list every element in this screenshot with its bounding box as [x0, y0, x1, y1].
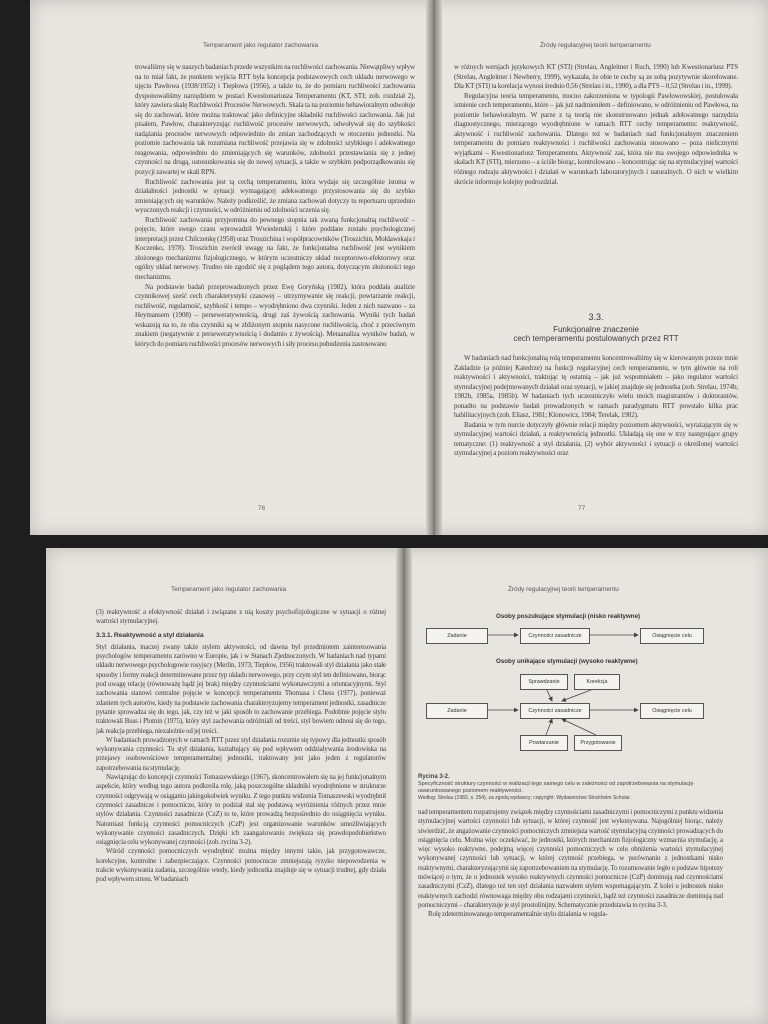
paragraph: trowaliśmy się w naszych badaniach przede wszystkim na ruchliwości zachowania. Niewątpliwy wpływ na to miał fakt, że punktem wyjścia RTT była koncepcja podstawowych cech układu nerwowego w ujęciu Pawłowa (1938/1952) i Tiepłowa (1956), a także to, że do pomiaru ruchliwości zachowania dysponowaliśmy narzędziem w postaci Kwestionariusza Temperamentu (KT, STI; zob. rozdział 2), który zawiera skalę Ruchliwości Procesów Nerwowych. Skala ta na poziomie behawioralnym odwołuje się do zachowań, które można traktować jako definicyjne składniki ruchliwości zachowania. Jak już pisałem, Pawłow, charakteryzując ruchliwość procesów nerwowych, odwoływał się do szybkości nadążania procesów nerwowych odpowiednio do zmian zachodzących w otoczeniu jednostki. Na poziomie zachowania tak rozumiana ruchliwość przejawia się w zdolności szybkiego i adekwatnego reagowania, odpowiednio do zmieniających się warunków, zdolności przestawiania się z jednej czynności na drugą, ustosunkowania się do nowej sytuacji, a także w szybkim podporządkowaniu się pozycji zawartej w skali RPN. [135, 63, 415, 177]
section-heading [454, 312, 738, 343]
diagram-box-preparation: Przygotowanie [574, 735, 622, 751]
top-left-page-text [135, 63, 415, 488]
paragraph: W badaniach prowadzonych w ramach RTT przez styl działania rozumie się typowy dla jednostki sposób wykonywania czynności. Tu styl działania, kształtujący się pod wpływem oddziaływania środowiska na przejawy osobowościowe temperamentalnej jednostki, traktowany jest jako jeden z regulatorów zapotrzebowania na stymulację. [96, 736, 386, 772]
page-number-77: 77 [578, 505, 586, 512]
paragraph: w różnych wersjach językowych KT (STI) (Strelau, Angleitner i Ruch, 1990) lub Kwestionariusz PTS (Strelau, Angleitner i Newberry, 1999), wykazała, że obie te cechy są ze sobą pozytywnie skorelowane. Dla KT (STI) ta korelacja wynosi średnio 0,56 (Strelau i in., 1990), a dla PTS – 0,52 (Strelau i in., 1999). [454, 63, 738, 91]
paragraph: W badaniach nad funkcjonalną rolą temperamentu koncentrowaliśmy się w kierowanym przeze mnie Zakładzie (a później Katedrze) na funkcji regulacyjnej cech temperamentu, w tym głównie na roli reaktywności i aktywności, traktując tę ostatnią – jak już wspomniałem – jako regulator wartości stymulacyjnej podejmowanych działań oraz sytuacji, w jakiej znajduje się jednostka (zob. Strelau, 1974b, 1982b, 1985a, 1985b). W badaniach tych uczestniczyło wielu moich magistrantów i doktorantów, ponadto na podstawie badań prowadzonych w ramach paradygmatu RTT powstało kilka prac habilitacyjnych (zob. Eliasz, 1981; Klonowicz, 1984; Terelak, 1982). [454, 354, 738, 420]
paragraph: nad temperamentem rozpatrujemy związek między czynnościami zasadniczymi i pomocniczymi z punktu widzenia stymulacyjnej wartości czynności lub sytuacji, w której czynność jest wykonywana. Najogólniej biorąc, należy stwierdzić, że angażowanie czynności pomocniczych zmniejsza wartość stymulacyjną czynności prowadzących do osiągnięcia celu. Można więc oczekiwać, że jednostki, których mechanizm fizjologiczny wzmacnia stymulację, a więc wysoko reaktywne, podejmą więcej czynności pomocniczych w celu obniżenia wartości stymulacyjnej wykonywanej czynności lub sytuacji, w której czynność przebiega, w porównaniu z jednostkami nisko reaktywnymi, charakteryzującymi się zapotrzebowaniem na stymulację. To rozumowanie legło u podstaw hipotezy mówiącej o tym, że u jednostek wysoko reaktywnych czynności pomocnicze (CzP) dominują nad czynnościami zasadniczymi (CzZ), dlatego też ten styl działania nazwałem stylem wspomagającym. Z kolei u jednostek nisko reaktywnych zachodzi równowaga między obu rodzajami czynności, bądź też czynności zasadnicze dominują nad pomocniczymi – charakteryzuje je styl prostolinijny. Schematycznie przedstawia to rycina 3-3. [418, 809, 723, 909]
bottom-spread [46, 548, 768, 1024]
paragraph: Styl działania, inaczej zwany także stylem aktywności, od dawna był przedmiotem zainteresowania psychologów temperamentu zarówno w Europie, jak i w Stanach Zjednoczonych. W badaniach nad typami układu nerwowego psychologowie rosyjscy (Merlin, 1973; Tiepłow, 1956) traktowali styl działania jako stałe sposoby i formy reakcji determinowane przez typ układu nerwowego, przy czym styl ten definiowano, biorąc pod uwagę relację (równoważę bądź jej brak) między czynnościami wykonawczymi a orientacyjnymi. Styl zachowania stanowi centralne pojęcie w koncepcji temperamentu Thomasa i Chess (1977), ponieważ zdaniem tych autorów, kiedy na podstawie zachowania charakteryzujemy temperament jednostki, zasadnicze pytanie sprowadza się do tego, jak, czy też w jaki sposób to zachowanie przebiega. Podobnie pojęcie stylu traktowali Buss i Plomin (1975), który styl zachowania odróżniali od treści, styl bowiem odnosi się do tego, jak reakcja przebiega, niezależnie od jej treści. [96, 643, 386, 735]
paragraph: Wśród czynności pomocniczych wyodrębnić można między innymi takie, jak przygotowawcze, korekcyjne, kontrolne i zabezpieczające. Czynności pomocnicze zmniejszają ryzyko niepowodzenia w trakcie wykonywania zadania, szczególnie wtedy, kiedy jednostka znajduje się w sytuacji trudnej, gdy działa pod wpływem stresu. W badaniach [96, 848, 386, 884]
paragraph: Rolę zdeterminowanego temperamentalnie stylu działania w regula- [428, 911, 608, 919]
diagram-box-task: Zadanie [426, 628, 488, 644]
paragraph: Ruchliwość zachowania przypomina do pewnego stopnia tak zwaną funkcjonalną ruchliwość – pojęcie, które swego czasu wprowadził Wwiedenskij i które poddane zostało psychologicznej interpretacji przez Chilczenkę (1958) oraz Troszichina i współpracowników (Troszichin, Mołdawskaja i Koczenko, 1978). Troszichin zwrócił uwagę na fakt, że funkcjonalna ruchliwość jest wynikiem złożonego mechanizmu fizjologicznego, w którym uczestniczy układ receptorowo-efektorowy oraz ogólny układ nerwowy. Trudno nie zgodzić się z poglądem tego autora, dotyczącym złożoności tego mechanizmu. [135, 215, 415, 282]
subsection-title: 3.3.1. Reaktywność a styl działania [96, 631, 204, 639]
caption-text: Specyficzność struktury czynności w realizacji tego samego celu w zależności od zapotrzebowania na stymulację uwarunkowanego poziomem reaktywności. [418, 781, 694, 794]
diagram-box-main-activities: Czynności zasadnicze [520, 703, 590, 719]
diagram-box-repetition: Powtarzanie [520, 735, 568, 751]
paragraph: Nawiązując do koncepcji czynności Tomaszewskiego (1967), skoncentrowałem się na jej funkcjonalnym aspekcie, który według tego autora podkreśla rolę, jaką poszczególne składniki wyodrębnione w strukturze czynności odgrywają w osiąganiu jakiegokolwiek wyniku. Z tego punktu widzenia Tomaszewski wyodrębnił czynności zasadnicze i pomocnicze, który to podział stał się podstawą wyróżnienia różnych przez mnie stylów działania. Czynności zasadnicze (CzZ) to te, które prowadzą bezpośrednio do osiągnięcia wyniku. Natomiast funkcją czynności pomocniczych (CzP) jest organizowanie warunków umożliwiających wykonywanie czynności zasadniczych. Dzięki ich zaangażowaniu zwiększa się prawdopodobieństwo osiągnięcia celu wykonywanej czynności (zob. rycina 3-2). [96, 774, 386, 847]
section-title-line-2: cech temperamentu postulowanych przez RTT [513, 334, 679, 343]
top-right-page-text-1 [454, 63, 738, 187]
paragraph: Regulacyjna teoria temperamentu, mocno zakorzeniona w typologii Pawłowowskiej, postulowała istnienie cech temperamentu, które – jak już nadmieniłem – definiowano, w odróżnieniu od Pawłowa, na poziomie behawioralnym. W parze z tą teorią nie skonstruowano jednak adekwatnego narzędzia diagnostycznego, mierzącego wyodrębnione w ramach RTT cechy temperamentu: reaktywność, aktywność i ruchliwość zachowania. Dlatego też w badaniach nad funkcjonalnym znaczeniem temperamentu do pomiaru reaktywności i ruchliwości zachowania stosowano – poza nielicznymi wyjątkami – Kwestionariusz Temperamentu. Aktywność zaś, która nie ma swojego odpowiednika w skalach KT (STI), mierzono – a ściśle biorąc, kontrolowano – koncentrując się na stymulacyjnej wartości różnego rodzaju aktywności i działań w warunkach laboratoryjnych i naturalnych. O nich w wielkim skrócie informuje kolejny podrozdział. [454, 91, 738, 186]
running-header-right: Źródy regulacyjnej teorii temperamentu [540, 42, 651, 49]
diagram-box-task: Zadanie [426, 703, 488, 719]
running-header-left: Temperament jako regulator zachowania [203, 42, 319, 49]
section-number: 3.3. [588, 312, 604, 322]
diagram-box-correction: Korekcja [574, 674, 620, 690]
running-header-left: Temperament jako regulator zachowania [171, 586, 287, 593]
page-number-76: 76 [258, 505, 266, 512]
diagram-group-title-low-reactive: Osoby poszukujące stymulacji (nisko reaktywne) [496, 613, 641, 620]
figure-3-2 [418, 606, 748, 766]
caption-source: Według: Strelau (1983, s. 254), za zgodą wydawcy; copyright: Wydawnictwo Stockholm Scholar. [418, 795, 632, 801]
top-right-page-text-2 [454, 354, 738, 489]
paragraph: Badania w tym nurcie dotyczyły głównie relacji między poziomem aktywności, wyrażającym się w stymulacyjnej wartości działań, a reaktywnością jednostki. Układają się one w trzy następujące grupy tematyczne: (1) reaktywność a styl działania, (2) wybór aktywności i sytuacji o określonej wartości stymulacyjnej a poziom reaktywności oraz [454, 420, 738, 458]
caption-title: Rycina 3-2. [418, 774, 450, 780]
diagram-group-title-high-reactive: Osoby unikające stymulacji (wysoko reaktywne) [496, 658, 638, 665]
diagram-box-checking: Sprawdzanie [520, 674, 568, 690]
book-gutter [426, 0, 442, 535]
paragraph: (3) reaktywność a efektywność działań i związane z nią koszty psychofizjologiczne w sytuacji o różnej wartości stymulacyjnej. [96, 609, 386, 626]
top-spread [30, 0, 768, 535]
bottom-left-page-text [96, 608, 386, 1024]
diagram-box-goal: Osiągnięcie celu [640, 703, 704, 719]
paragraph: Na podstawie badań przeprowadzonych przez Ewę Goryńską (1982), która poddała analizie czynnikowej sześć cech charakterystyki czasowej – utrzymywanie się reakcji, powtarzanie reakcji, ruchliwość, regularność, szybkość i tempo – wyodrębniono dwa czynniki. Jeden z nich nazwano – za Heymansem (1908) – perseweratywnością, drugi zaś żywością zachowania. Wyniki tych badań wskazują na to, że oba czynniki są w zbliżonym stopniu nasycone ruchliwością, choć z przeciwnym znakiem (negatywnie z perseweratywnością i dodatnio z żywością). Metaanaliza wyników badań, w których do pomiaru ruchliwości procesów nerwowych i siły procesu pobudzenia zastosowano [135, 282, 415, 348]
diagram-box-goal: Osiągnięcie celu [640, 628, 704, 644]
diagram-box-main-activities: Czynności zasadnicze [520, 628, 590, 644]
section-title-line-1: Funkcjonalne znaczenie [553, 325, 639, 334]
paragraph: Ruchliwość zachowania jest tą cechą temperamentu, która wydaje się szczególnie istotna w działalności jednostki w sytuacji wymagającej adekwatnego przystosowania się do szybko zmieniających się warunków. Należy podkreślić, że zmiana zachowań dotyczy tu repertuaru uprzednio wyuczonych reakcji i czynności, w odróżnieniu od zdolności uczenia się. [135, 177, 415, 215]
book-gutter [396, 548, 412, 1024]
bottom-right-page-text [418, 808, 723, 1024]
figure-caption [418, 774, 718, 802]
running-header-right: Źródy regulacyjnej teorii temperamentu [508, 586, 619, 593]
